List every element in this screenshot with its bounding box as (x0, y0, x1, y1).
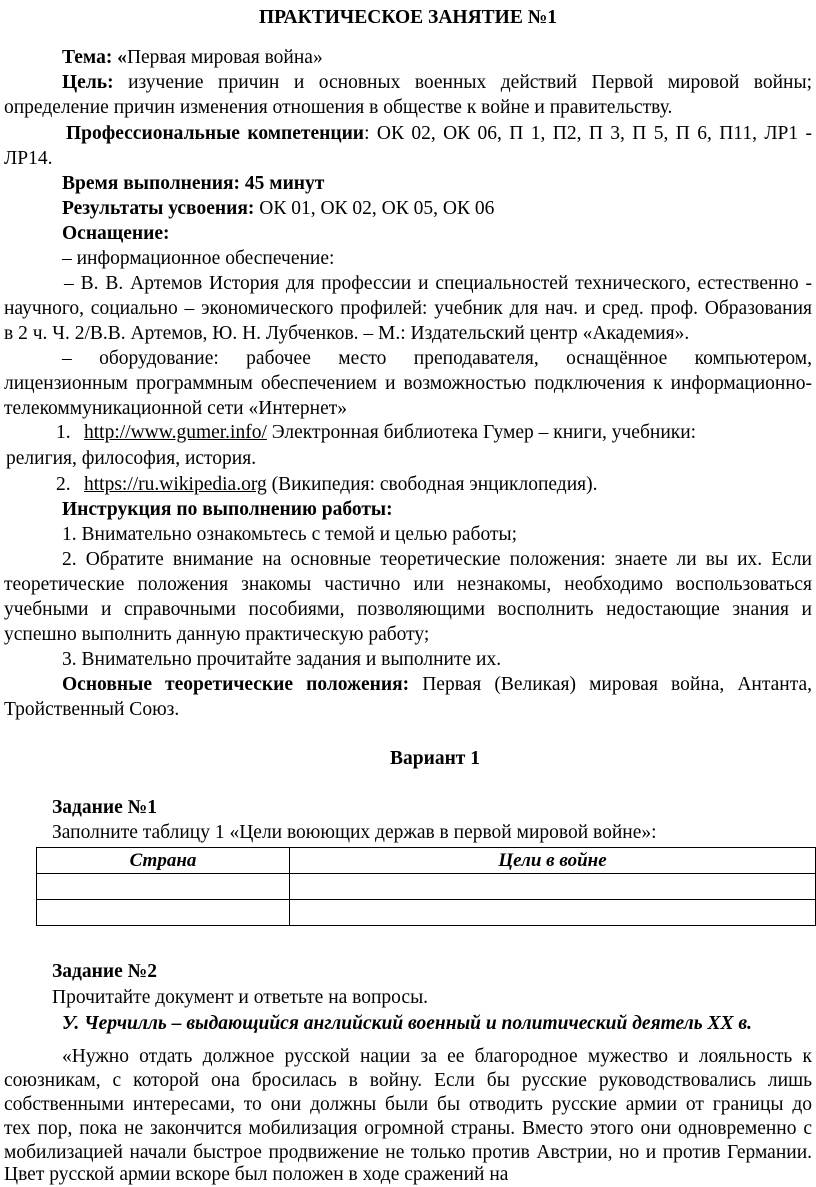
theory-text: Первая (Великая) мировая война, Антанта, (409, 674, 812, 695)
variant-heading: Вариант 1 (389, 748, 481, 769)
textbook-line-3: в 2 ч. Ч. 2/В.В. Артемов, Ю. Н. Лубченков. – М.: Издательский центр «Академия». (4, 323, 690, 344)
task2-title: Задание №2 (52, 961, 158, 982)
instruction-step-1: 1. Внимательно ознакомьтесь с темой и целью работы; (62, 524, 518, 545)
info-support: – информационное обеспечение: (62, 248, 335, 269)
resource-number: 1. (56, 422, 71, 443)
resource-text: Электронная библиотека Гумер – книги, учебники: (266, 422, 697, 443)
competencies-line-2: ЛР14. (4, 148, 53, 169)
resource-text: (Википедия: свободная энциклопедия). (266, 474, 598, 495)
document-line-1: «Нужно отдать должное русской нации за ее благородное мужество и лояльность к (62, 1046, 812, 1067)
document-line-5: мобилизацией начали быстрое продвижение не только против Австрии, но и против Германии. (4, 1142, 812, 1163)
wikipedia-link[interactable]: https://ru.wikipedia.org (84, 474, 267, 495)
document-line-2: союзникам, с которой она бросилась в войну. Если бы русские руководствовались лишь (4, 1070, 812, 1091)
topic-line (62, 46, 323, 70)
goal-line-1 (4, 71, 812, 95)
competencies-text: : ОК 02, ОК 06, П 1, П2, П 3, П 5, П 6, П11, ЛР1 - (364, 123, 813, 144)
table-header-goals: Цели в войне (290, 848, 816, 874)
topic-label: Тема: « (62, 47, 127, 68)
textbook-line-2: научного, социально – экономического профилей: учебник для нач. и сред. проф. Образования (4, 298, 812, 319)
goal-text: изучение причин и основных военных действий Первой мировой войны; (113, 72, 812, 93)
document-line-6: Цвет русской армии вскоре был положен в ходе сражений на (4, 1164, 509, 1185)
textbook-line-1: – В. В. Артемов История для профессии и специальностей технического, естественно - (64, 273, 812, 294)
instruction-step-2-line-1: 2. Обратите внимание на основные теоретические положения: знаете ли вы их. Если (62, 549, 812, 570)
resource-item-1 (56, 421, 696, 445)
task1-title: Задание №1 (52, 797, 158, 818)
resource-item-2 (56, 473, 598, 497)
competencies-line-1 (4, 122, 812, 146)
page-title: ПРАКТИЧЕСКОЕ ЗАНЯТИЕ №1 (258, 7, 558, 28)
instructions-label: Инструкция по выполнению работы: (62, 499, 393, 520)
instruction-step-2-line-2: теоретические положения знакомы частично или незнакомы, необходимо воспользоваться (4, 574, 812, 595)
table-row (37, 900, 816, 926)
table-row (37, 874, 816, 900)
goal-label: Цель: (62, 72, 114, 93)
gumer-link[interactable]: http://www.gumer.info/ (84, 422, 267, 443)
instruction-step-2-line-4: успешно выполнить данную практическую работу; (4, 624, 430, 645)
table-cell[interactable] (290, 874, 816, 900)
document-line-3: собственными интересами, то они должны были бы отводить русские армии от границы до (4, 1094, 812, 1115)
goals-table (36, 847, 816, 926)
task1-text: Заполните таблицу 1 «Цели воюющих держав в первой мировой войне»: (52, 822, 657, 843)
results-label: Результаты усвоения: (62, 198, 255, 219)
document-line-4: тех пор, пока не закончится мобилизация огромной страны. Вместо этого они одновременно с (4, 1118, 812, 1139)
table-header-country: Страна (37, 848, 290, 874)
table-cell[interactable] (37, 900, 290, 926)
competencies-label: Профессиональные компетенции (66, 123, 365, 144)
table-header-row (37, 848, 816, 874)
instruction-step-2-line-3: учебными и справочными пособиями, позволяющими восполнить недостающие знания и (4, 599, 812, 620)
equipment-label: Оснащение: (62, 223, 170, 244)
hardware-line-1: – оборудование: рабочее место преподавателя, оснащённое компьютером, (62, 348, 812, 369)
results-line (62, 197, 494, 221)
document-title: У. Черчилль – выдающийся английский военный и политический деятель XX в. (62, 1013, 752, 1034)
resource-item-1-continuation: религия, философия, история. (6, 448, 257, 469)
table-cell[interactable] (37, 874, 290, 900)
theory-line-1 (4, 673, 812, 697)
goal-line-2: определение причин изменения отношения в обществе к войне и правительству. (4, 97, 673, 118)
theory-line-2: Тройственный Союз. (4, 699, 180, 720)
hardware-line-3: телекоммуникационной сети «Интернет» (4, 398, 348, 419)
table-cell[interactable] (290, 900, 816, 926)
instruction-step-3: 3. Внимательно прочитайте задания и выполните их. (62, 649, 502, 670)
resource-number: 2. (56, 474, 71, 495)
theory-label: Основные теоретические положения: (62, 674, 410, 695)
duration: Время выполнения: 45 минут (62, 173, 325, 194)
hardware-line-2: лицензионным программным обеспечением и возможностью подключения к информационно- (4, 373, 812, 394)
results-value: ОК 01, ОК 02, ОК 05, ОК 06 (254, 198, 495, 219)
topic-value: Первая мировая война» (126, 47, 323, 68)
task2-text: Прочитайте документ и ответьте на вопросы. (52, 987, 429, 1008)
